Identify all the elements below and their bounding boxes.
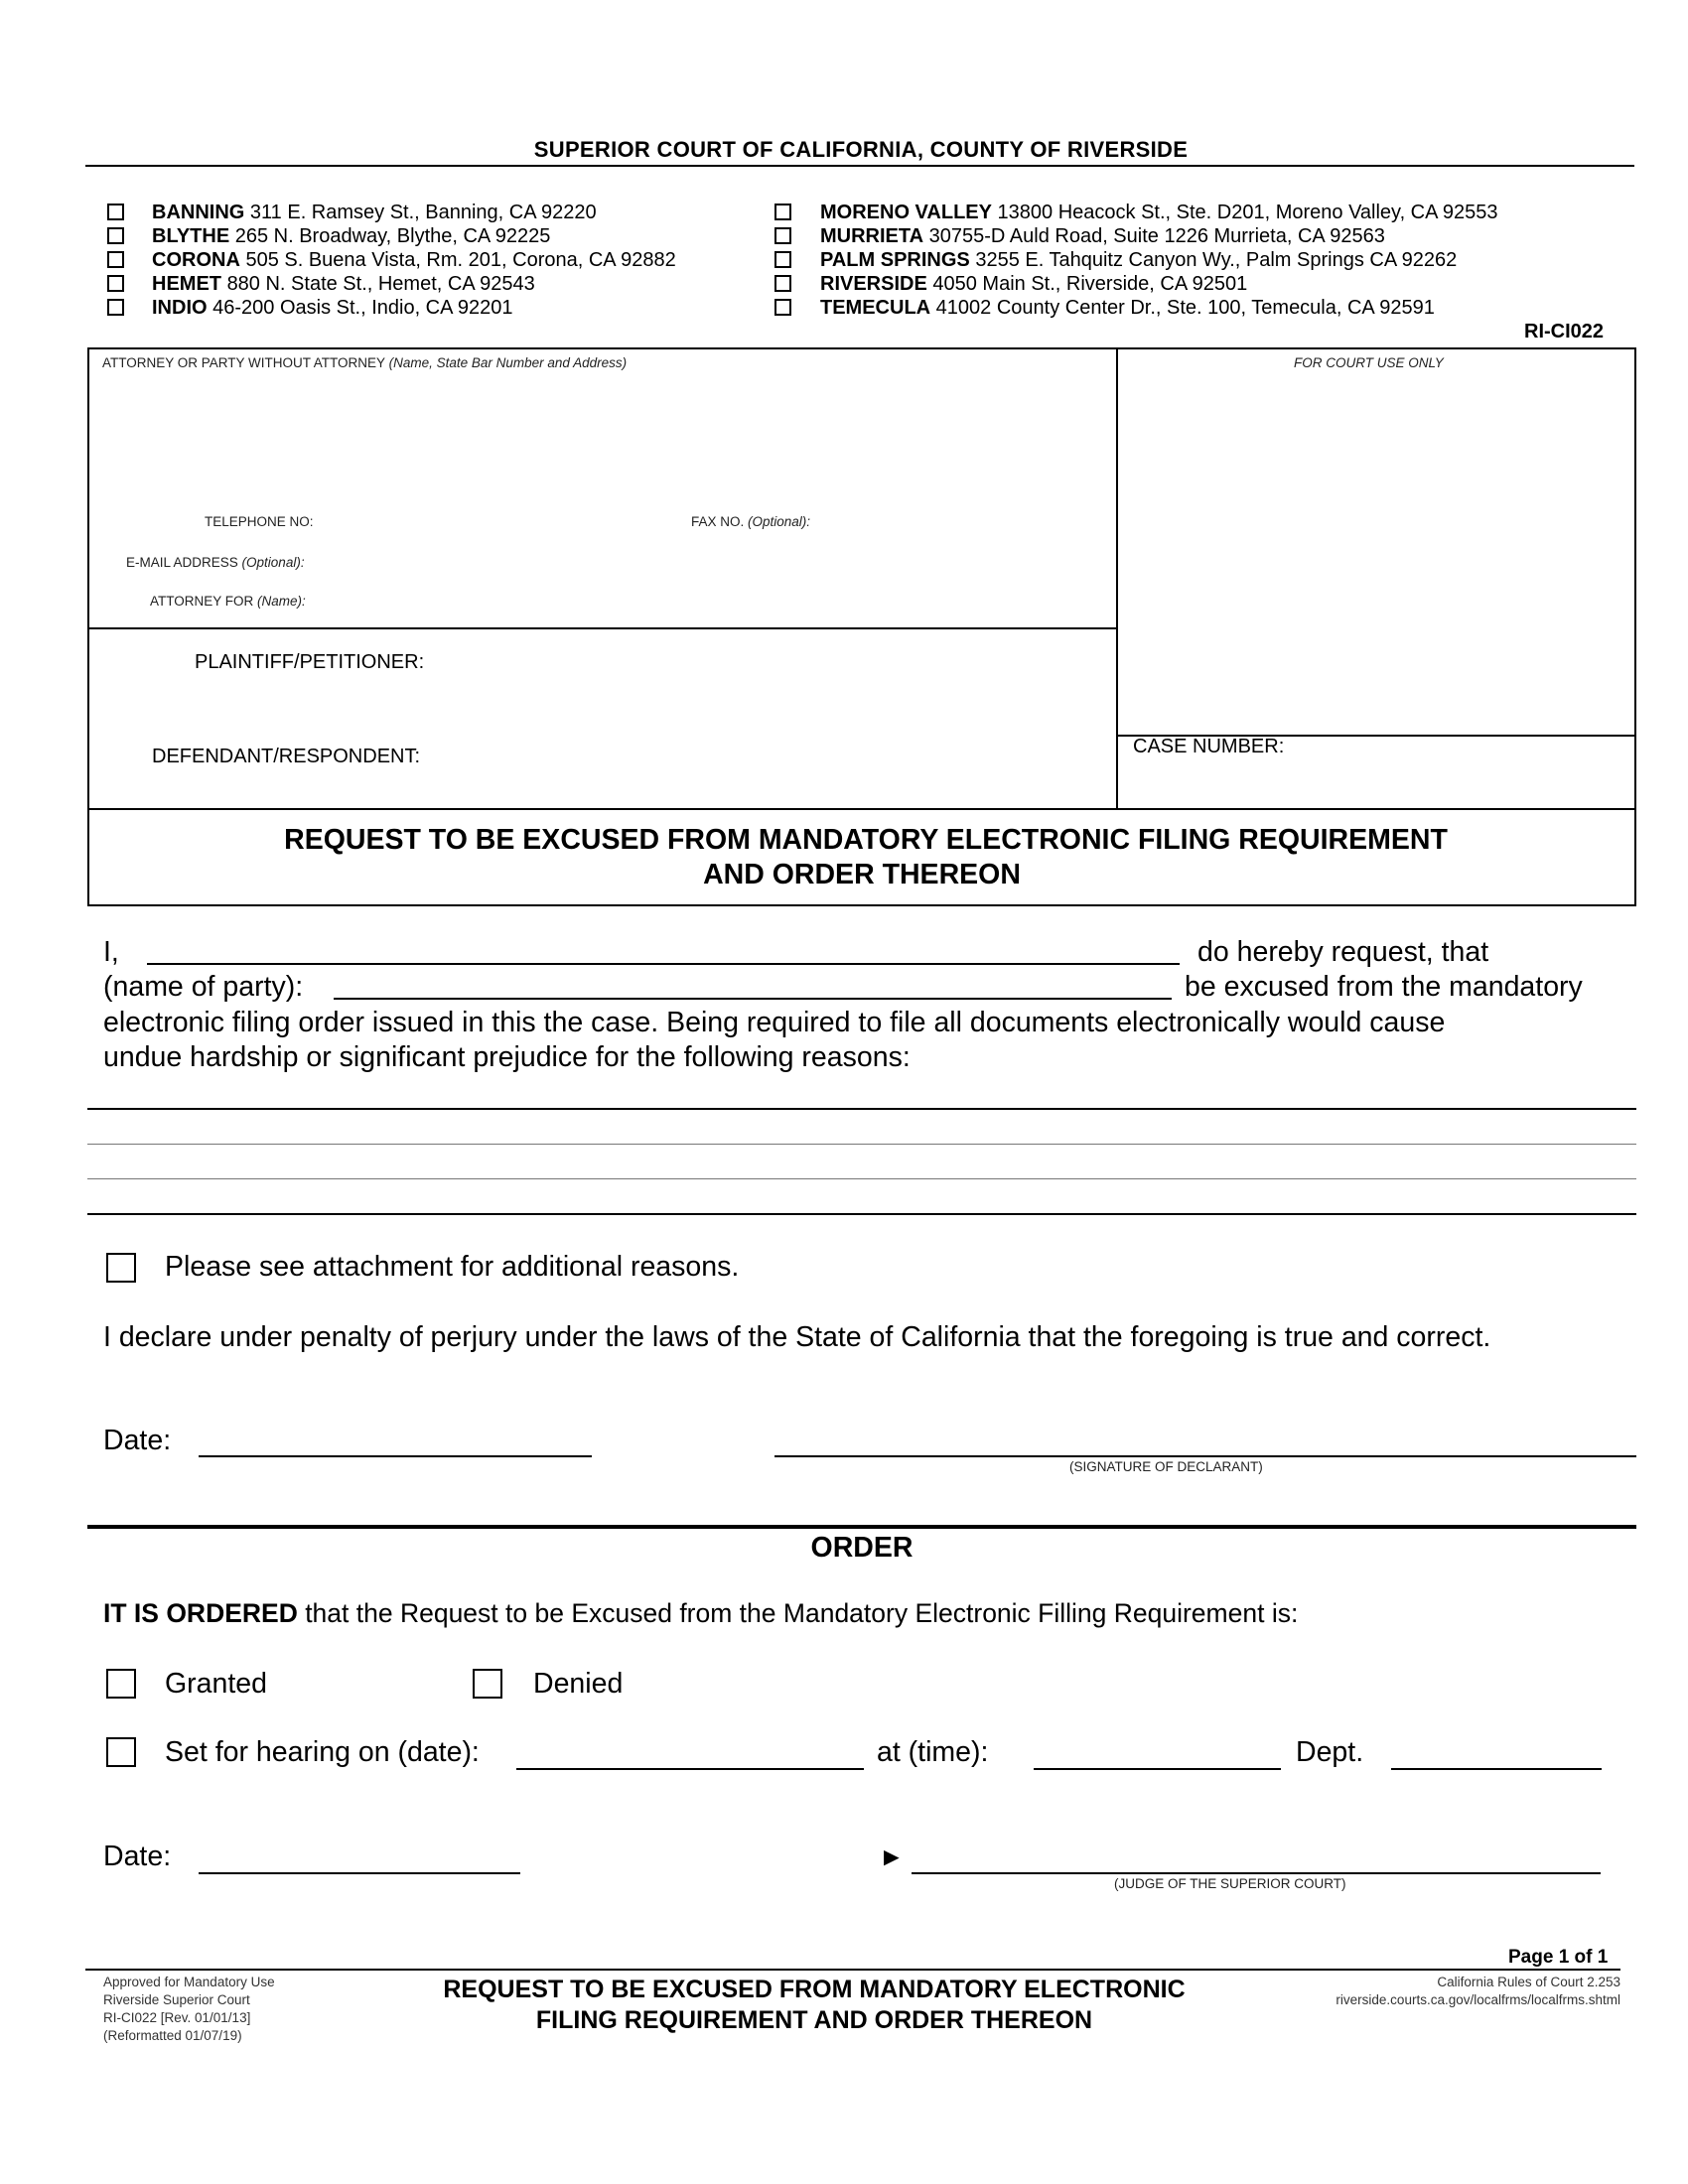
granted-label: Granted <box>165 1668 267 1700</box>
request-line3: electronic filing order issued in this the case. Being required to file all documents electronically would cause <box>103 1007 1446 1038</box>
email-label: E-MAIL ADDRESS (Optional): <box>126 555 305 570</box>
telephone-label: TELEPHONE NO: <box>205 514 314 529</box>
request-i: I, <box>103 936 119 968</box>
location-corona: CORONA 505 S. Buena Vista, Rm. 201, Corona, CA 92882 <box>152 249 676 271</box>
location-blythe: BLYTHE 265 N. Broadway, Blythe, CA 92225 <box>152 225 551 247</box>
order-heading: ORDER <box>810 1532 914 1564</box>
footer-left-line4: (Reformatted 01/07/19) <box>103 2028 242 2043</box>
checkbox-temecula[interactable] <box>774 299 791 316</box>
hearing-checkbox[interactable] <box>106 1737 136 1767</box>
hearing-dept-line[interactable] <box>1391 1768 1602 1770</box>
order-rule <box>87 1525 1636 1529</box>
defendant-label: DEFENDANT/RESPONDENT: <box>152 746 421 767</box>
form-title <box>87 823 1636 892</box>
form-title-line1: REQUEST TO BE EXCUSED FROM MANDATORY ELECTRONIC FILING REQUIREMENT <box>284 824 1448 856</box>
court-title: SUPERIOR COURT OF CALIFORNIA, COUNTY OF RIVERSIDE <box>533 137 1189 162</box>
location-hemet: HEMET 880 N. State St., Hemet, CA 92543 <box>152 273 535 295</box>
attorney-party-divider <box>87 627 1118 629</box>
denied-checkbox[interactable] <box>473 1669 502 1699</box>
location-banning: BANNING 311 E. Ramsey St., Banning, CA 92220 <box>152 202 597 223</box>
judge-date-label: Date: <box>103 1841 172 1872</box>
checkbox-blythe[interactable] <box>107 227 124 244</box>
footer-url: riverside.courts.ca.gov/localfrms/localfrms.shtml <box>1336 1992 1620 2007</box>
granted-checkbox[interactable] <box>106 1669 136 1699</box>
fax-label: FAX NO. (Optional): <box>691 514 811 529</box>
checkbox-moreno-valley[interactable] <box>774 204 791 220</box>
request-do-hereby: do hereby request, that <box>1197 936 1489 968</box>
checkbox-riverside[interactable] <box>774 275 791 292</box>
footer-left-line3: RI-CI022 [Rev. 01/01/13] <box>103 2010 251 2025</box>
footer-title-line1: REQUEST TO BE EXCUSED FROM MANDATORY ELECTRONIC <box>443 1976 1186 2003</box>
footer-left <box>103 1974 275 2045</box>
checkbox-palm-springs[interactable] <box>774 251 791 268</box>
form-title-line2: AND ORDER THEREON <box>703 859 1021 890</box>
case-number-label: CASE NUMBER: <box>1133 736 1285 757</box>
footer-title-line2: FILING REQUIREMENT AND ORDER THEREON <box>535 2006 1093 2034</box>
reason-line-1[interactable] <box>87 1108 1636 1110</box>
judge-signature-line[interactable] <box>912 1872 1601 1874</box>
arrow-icon: ► <box>879 1842 905 1871</box>
location-riverside: RIVERSIDE 4050 Main St., Riverside, CA 92501 <box>820 273 1248 295</box>
party-name-line[interactable] <box>147 963 1180 965</box>
denied-label: Denied <box>533 1668 624 1700</box>
attachment-checkbox[interactable] <box>106 1253 136 1283</box>
plaintiff-label: PLAINTIFF/PETITIONER: <box>195 651 425 673</box>
footer-rules-ref: California Rules of Court 2.253 <box>1437 1975 1620 1989</box>
order-statement: IT IS ORDERED that the Request to be Excused from the Mandatory Electronic Filling Requirement is: <box>103 1598 1299 1628</box>
reason-line-4[interactable] <box>87 1213 1636 1215</box>
checkbox-murrieta[interactable] <box>774 227 791 244</box>
footer-title <box>367 1975 1261 2036</box>
location-murrieta: MURRIETA 30755-D Auld Road, Suite 1226 Murrieta, CA 92563 <box>820 225 1385 247</box>
hearing-date-line[interactable] <box>516 1768 864 1770</box>
hearing-time-label: at (time): <box>877 1736 989 1768</box>
attachment-label: Please see attachment for additional reasons. <box>165 1251 740 1283</box>
header-rule <box>85 165 1634 167</box>
location-temecula: TEMECULA 41002 County Center Dr., Ste. 100, Temecula, CA 92591 <box>820 297 1435 319</box>
declarant-signature-line[interactable] <box>774 1455 1636 1457</box>
reason-line-3[interactable] <box>87 1178 1636 1179</box>
attorney-for-label: ATTORNEY FOR (Name): <box>150 594 306 609</box>
footer-right <box>1271 1974 1620 2009</box>
judge-label: (JUDGE OF THE SUPERIOR COURT) <box>1114 1876 1346 1891</box>
checkbox-indio[interactable] <box>107 299 124 316</box>
attorney-label: ATTORNEY OR PARTY WITHOUT ATTORNEY (Name, State Bar Number and Address) <box>102 355 628 370</box>
request-be-excused: be excused from the mandatory <box>1185 971 1583 1003</box>
declaration-text: I declare under penalty of perjury under the laws of the State of California that the foregoing is true and correct. <box>103 1321 1491 1353</box>
reason-line-2[interactable] <box>87 1144 1636 1145</box>
signature-label: (SIGNATURE OF DECLARANT) <box>1069 1459 1263 1474</box>
location-palm-springs: PALM SPRINGS 3255 E. Tahquitz Canyon Wy., Palm Springs CA 92262 <box>820 249 1458 271</box>
form-code: RI-CI022 <box>1524 321 1605 342</box>
judge-date-line[interactable] <box>199 1872 520 1874</box>
footer-left-line1: Approved for Mandatory Use <box>103 1975 275 1989</box>
page-number: Page 1 of 1 <box>1508 1947 1609 1968</box>
court-use-only-label: FOR COURT USE ONLY <box>1294 355 1444 370</box>
hearing-dept-label: Dept. <box>1296 1736 1364 1768</box>
hearing-label: Set for hearing on (date): <box>165 1736 480 1768</box>
caption-box <box>87 347 1636 810</box>
checkbox-hemet[interactable] <box>107 275 124 292</box>
request-line4: undue hardship or significant prejudice for the following reasons: <box>103 1041 911 1073</box>
footer-rule <box>85 1969 1620 1971</box>
declarant-date-line[interactable] <box>199 1455 592 1457</box>
location-indio: INDIO 46-200 Oasis St., Indio, CA 92201 <box>152 297 513 319</box>
request-name-of-party: (name of party): <box>103 971 304 1003</box>
declarant-date-label: Date: <box>103 1425 172 1456</box>
name-of-party-line[interactable] <box>334 998 1172 1000</box>
checkbox-corona[interactable] <box>107 251 124 268</box>
checkbox-banning[interactable] <box>107 204 124 220</box>
location-moreno-valley: MORENO VALLEY 13800 Heacock St., Ste. D201, Moreno Valley, CA 92553 <box>820 202 1498 223</box>
caption-vertical-divider <box>1116 347 1118 810</box>
hearing-time-line[interactable] <box>1034 1768 1281 1770</box>
footer-left-line2: Riverside Superior Court <box>103 1992 250 2007</box>
